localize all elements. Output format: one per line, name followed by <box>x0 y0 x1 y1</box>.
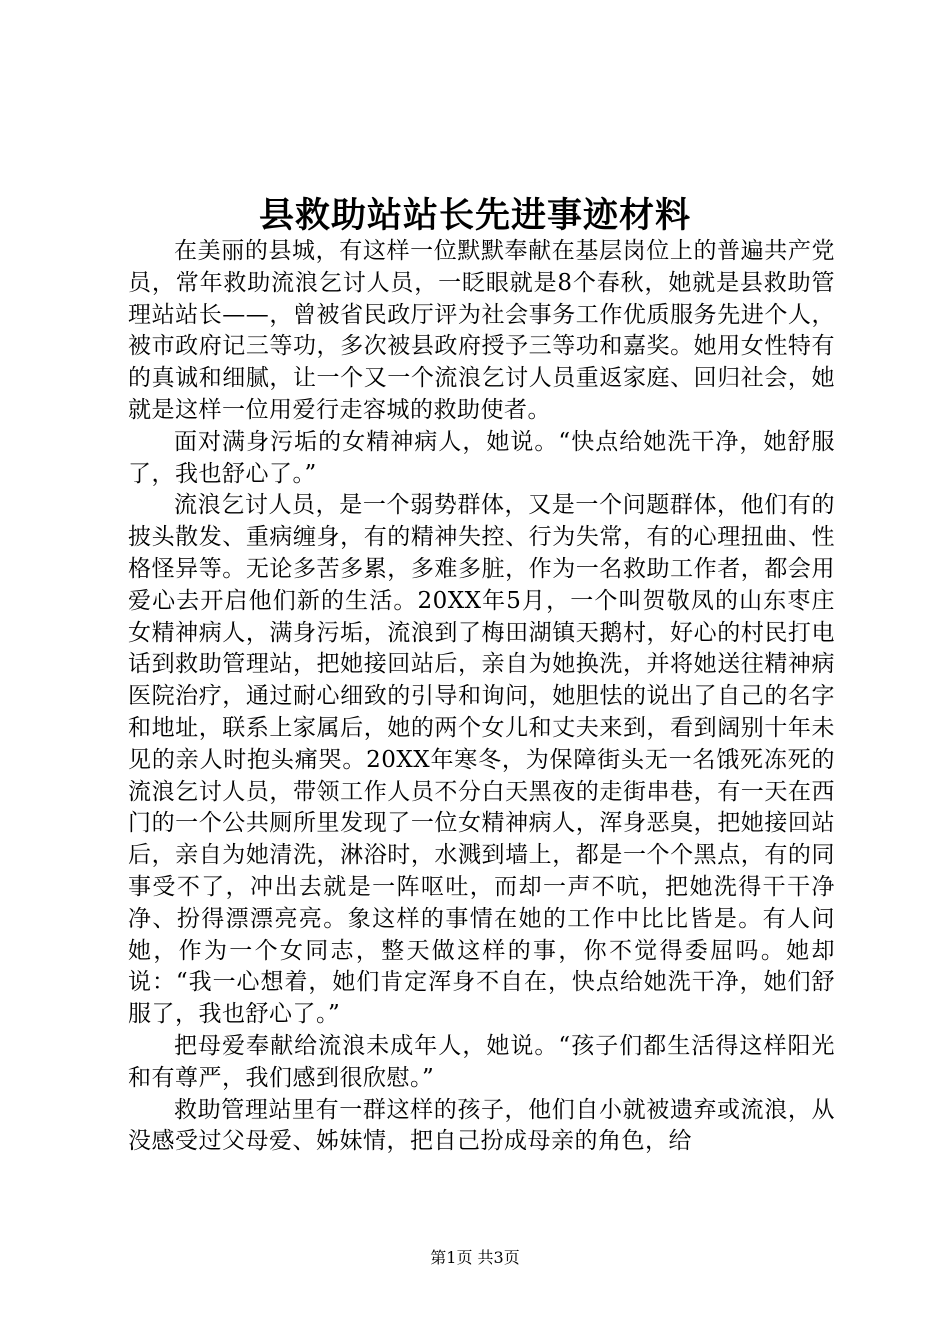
paragraph: 在美丽的县城，有这样一位默默奉献在基层岗位上的普遍共产党员，常年救助流浪乞讨人员，一眨眼就是8个春秋，她就是县救助管理站站长——，曾被省民政厅评为社会事务工作优质服务先进个人，被市政府记三等功，多次被县政府授予三等功和嘉奖。她用女性特有的真诚和细腻，让一个又一个流浪乞讨人员重返家庭、回归社会，她就是这样一位用爱行走容城的救助使者。 <box>128 238 835 423</box>
paragraph: 把母爱奉献给流浪未成年人，她说。“孩子们都生活得这样阳光和有尊严，我们感到很欣慰。” <box>128 1032 835 1091</box>
page-footer: 第1页 共3页 <box>430 1248 520 1267</box>
paragraph: 流浪乞讨人员，是一个弱势群体，又是一个问题群体，他们有的披头散发、重病缠身，有的精神失控、行为失常，有的心理扭曲、性格怪异等。无论多苦多累，多难多脏，作为一名救助工作者，都会用爱心去开启他们新的生活。20XX年5月，一个叫贺敬凤的山东枣庄女精神病人，满身污垢，流浪到了梅田湖镇天鹅村，好心的村民打电话到救助管理站，把她接回站后，亲自为她换洗，并将她送往精神病医院治疗，通过耐心细致的引导和询问，她胆怯的说出了自己的名字和地址，联系上家属后，她的两个女儿和丈夫来到，看到阔别十年未见的亲人时抱头痛哭。20XX年寒冬，为保障街头无一名饿死冻死的流浪乞讨人员，带领工作人员不分白天黑夜的走街串巷，有一天在西门的一个公共厕所里发现了一位女精神病人，浑身恶臭，把她接回站后，亲自为她清洗，淋浴时，水溅到墙上，都是一个个黑点，有的同事受不了，冲出去就是一阵呕吐，而却一声不吭，把她洗得干干净净、扮得漂漂亮亮。象这样的事情在她的工作中比比皆是。有人问她，作为一个女同志，整天做这样的事，你不觉得委屈吗。她却说：“我一心想着，她们肯定浑身不自在，快点给她洗干净，她们舒服了，我也舒心了。” <box>128 492 835 1028</box>
paragraph: 面对满身污垢的女精神病人，她说。“快点给她洗干净，她舒服了，我也舒心了。” <box>128 428 835 487</box>
paragraph: 救助管理站里有一群这样的孩子，他们自小就被遗弃或流浪，从没感受过父母爱、姊妹情，把自己扮成母亲的角色，给 <box>128 1096 835 1155</box>
document-title: 县救助站站长先进事迹材料 <box>258 195 691 236</box>
document-body <box>128 236 835 1158</box>
